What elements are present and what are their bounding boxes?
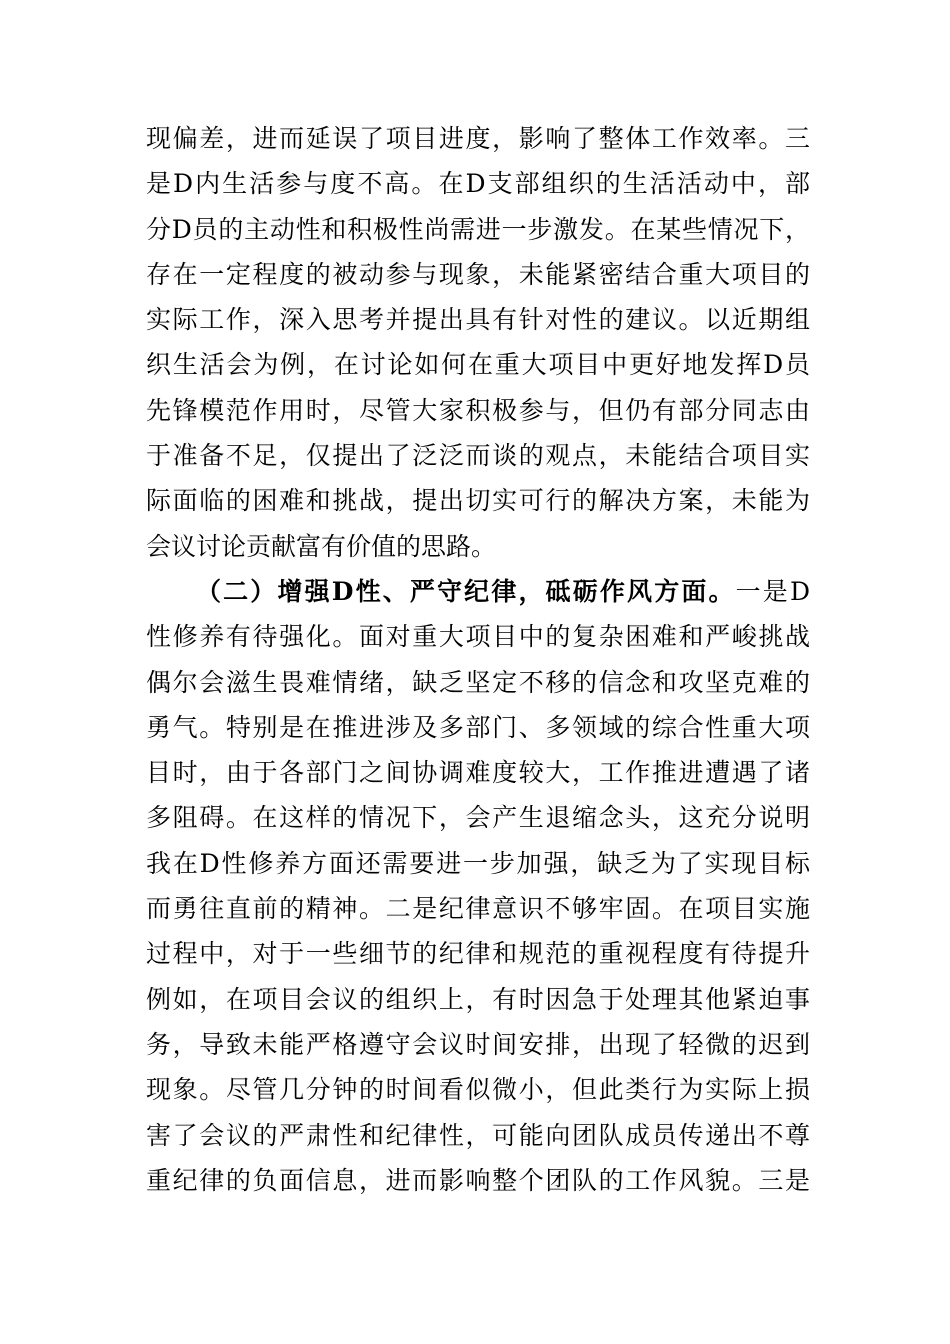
text-line: 现偏差，进而延误了项目进度，影响了整体工作效率。三	[146, 124, 810, 153]
text-line: 我在D性修养方面还需要进一步加强，缺乏为了实现目标	[146, 848, 810, 878]
text-line: 织生活会为例，在讨论如何在重大项目中更好地发挥D员	[146, 350, 810, 380]
document-body	[146, 116, 810, 1203]
text-line: 害了会议的严肃性和纪律性，可能向团队成员传递出不尊	[146, 1120, 810, 1150]
text-segment: 一是D	[735, 576, 810, 606]
text-line: 勇气。特别是在推进涉及多部门、多领域的综合性重大项	[146, 712, 810, 742]
text-line: 多阻碍。在这样的情况下，会产生退缩念头，这充分说明	[146, 803, 810, 833]
text-line: 存在一定程度的被动参与现象，未能紧密结合重大项目的	[146, 259, 810, 289]
text-line: 过程中，对于一些细节的纪律和规范的重视程度有待提升	[146, 939, 810, 969]
paragraph-2	[146, 569, 810, 1203]
text-line: 目时，由于各部门之间协调难度较大，工作推进遭遇了诸	[146, 758, 810, 788]
text-line: 是D内生活参与度不高。在D支部组织的生活活动中，部	[146, 169, 810, 199]
text-line: 际面临的困难和挑战，提出切实可行的解决方案，未能为	[146, 486, 810, 516]
text-line: 于准备不足，仅提出了泛泛而谈的观点，未能结合项目实	[146, 441, 810, 471]
text-line: 偶尔会滋生畏难情绪，缺乏坚定不移的信念和攻坚克难的	[146, 667, 810, 697]
text-line: 而勇往直前的精神。二是纪律意识不够牢固。在项目实施	[146, 894, 810, 924]
section-heading: （二）增强D性、严守纪律，砥砺作风方面。	[196, 576, 736, 606]
text-line: 例如，在项目会议的组织上，有时因急于处理其他紧迫事	[146, 984, 810, 1014]
text-line: 现象。尽管几分钟的时间看似微小，但此类行为实际上损	[146, 1075, 810, 1105]
paragraph-1	[146, 116, 810, 569]
text-line: 性修养有待强化。面对重大项目中的复杂困难和严峻挑战	[146, 622, 810, 652]
text-line: 重纪律的负面信息，进而影响整个团队的工作风貌。三是	[146, 1165, 810, 1195]
text-line: 会议讨论贡献富有价值的思路。	[146, 531, 497, 561]
text-line: 分D员的主动性和积极性尚需进一步激发。在某些情况下，	[146, 214, 810, 244]
text-line: 先锋模范作用时，尽管大家积极参与，但仍有部分同志由	[146, 395, 810, 425]
paragraph-2-first-line	[146, 569, 810, 614]
text-line: 实际工作，深入思考并提出具有针对性的建议。以近期组	[146, 305, 810, 335]
text-line: 务，导致未能严格遵守会议时间安排，出现了轻微的迟到	[146, 1029, 810, 1059]
